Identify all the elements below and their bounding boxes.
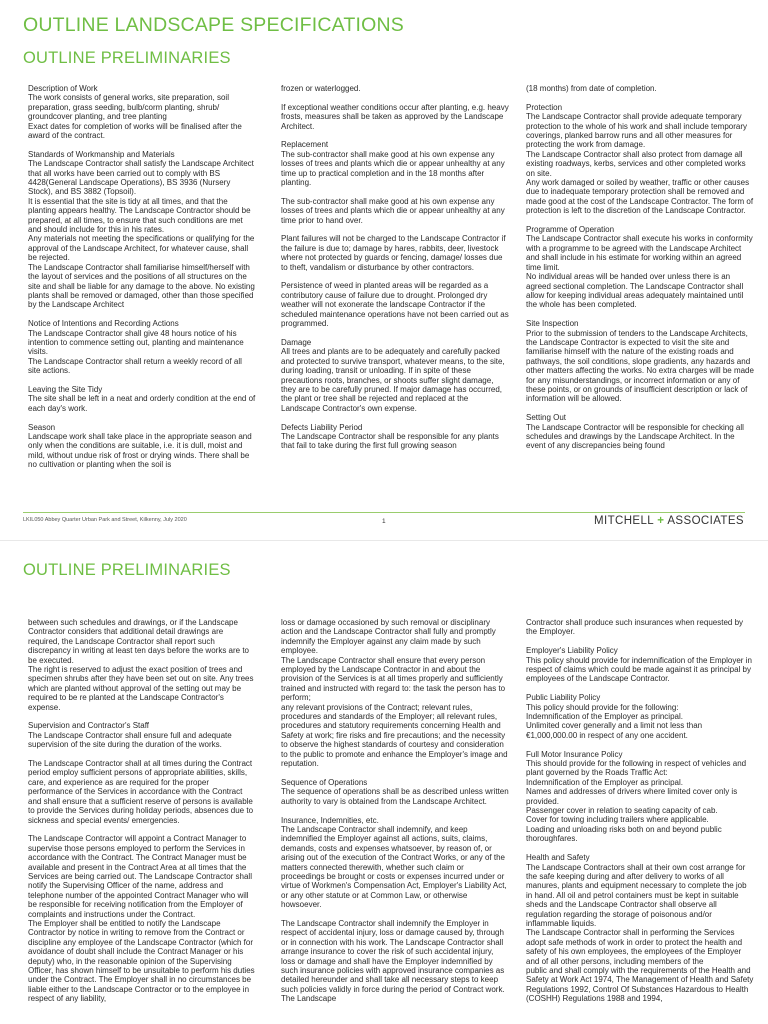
paragraph-text: Exact dates for completion of works will be finalised after the award of the contract. bbox=[28, 121, 242, 141]
paragraph-heading: Description of Work bbox=[28, 84, 98, 93]
paragraph bbox=[28, 84, 256, 140]
paragraph-heading: Leaving the Site Tidy bbox=[28, 384, 103, 394]
paragraph bbox=[28, 759, 256, 825]
paragraph bbox=[281, 140, 509, 187]
paragraph bbox=[526, 646, 754, 684]
brand-logo bbox=[594, 515, 744, 527]
paragraph bbox=[526, 319, 754, 404]
paragraph-heading: Protection bbox=[526, 102, 563, 112]
paragraph bbox=[28, 319, 256, 375]
paragraph-text: No individual areas will be handed over unless there is an agreed sectional completion. The Landscape Contractor shall allow for keeping individual areas adequately maintained until the whole has been completed. bbox=[526, 272, 744, 310]
paragraph bbox=[526, 693, 754, 740]
footer-divider bbox=[23, 512, 745, 513]
paragraph bbox=[281, 84, 509, 93]
paragraph bbox=[281, 423, 509, 451]
paragraph bbox=[526, 750, 754, 844]
paragraph bbox=[281, 618, 509, 769]
paragraph-heading: Public Liability Policy bbox=[526, 693, 601, 703]
paragraph-text: The Landscape Contractor shall ensure full and adequate supervision of the site during the duration of the works. bbox=[28, 730, 232, 750]
paragraph bbox=[28, 721, 256, 749]
paragraph-heading: Site Inspection bbox=[526, 319, 579, 329]
paragraph bbox=[281, 816, 509, 910]
paragraph-text: The Landscape Contractor shall return a weekly record of all site actions. bbox=[28, 356, 242, 376]
text-column-1 bbox=[28, 84, 256, 510]
paragraph bbox=[281, 778, 509, 806]
paragraph bbox=[28, 618, 256, 712]
text-column-3 bbox=[526, 84, 754, 510]
paragraph-text: The Landscape Contractor shall indemnify, and keep indemnified the Employer against all actions, suits, claims, demands, costs and expenses whatsoever, by reason of, or arising out of the execution of the Contract Works, or any of the matters connected therewith, whether such claim or proceedings be brought or costs or expenses incurred under or virtue of Workmen's Compensation Act, Employer's Liability Act, or any other statute or at Common Law, or otherwise howsoever. bbox=[281, 824, 507, 910]
paragraph-text: Contractor shall produce such insurances when requested by the Employer. bbox=[526, 618, 744, 637]
paragraph-text: The Landscape Contractor shall familiarise himself/herself with the layout of services and the positions of all structures on the site and shall be liable for any damage to the above. No existing plants shall be removed or damaged, other than those specified by the Landscape Architect bbox=[28, 262, 255, 310]
document-title: OUTLINE LANDSCAPE SPECIFICATIONS bbox=[23, 14, 404, 36]
paragraph-text: any relevant provisions of the Contract; relevant rules, procedures and standards of the Employer; all relevant rules, procedures and statutory requirements concerning Health and Safety at work; fire risks and fire precautions; and the necessity to observe the highest standards of courtesy and consideration to the public to promote and enhance the Employer's image and reputation. bbox=[281, 702, 508, 769]
paragraph-text: The Landscape Contractor shall also protect from damage all existing roadways, kerbs, services and other completed works on site. bbox=[526, 149, 746, 178]
paragraph-text: This should provide for the following in respect of vehicles and plant governed by the Roads Traffic Act: bbox=[526, 759, 747, 778]
text-column-3 bbox=[526, 618, 754, 1022]
paragraph-text: The Landscape Contractor shall provide adequate temporary protection to the whole of his work and shall include temporary coverings, planked barrow runs and all other measures for protecting the work from damage. bbox=[526, 112, 748, 150]
paragraph-heading: Sequence of Operations bbox=[281, 777, 368, 787]
paragraph bbox=[281, 197, 509, 225]
section-title: OUTLINE PRELIMINARIES bbox=[23, 561, 231, 579]
paragraph bbox=[281, 103, 509, 131]
paragraph-text: The sub-contractor shall make good at his own expense any losses of trees and plants which die or appear unhealthy at any time up to practical completion and in the 18 months after planting. bbox=[281, 149, 505, 188]
paragraph-heading: Employer's Liability Policy bbox=[526, 646, 618, 656]
text-column-1 bbox=[28, 618, 256, 1022]
paragraph-heading: Damage bbox=[281, 337, 312, 347]
paragraph bbox=[526, 84, 754, 93]
paragraph-text: The Employer shall be entitled to notify the Landscape Contractor by notice in writing to remove from the Contract or discipline any employee of the Landscape Contractor (which for avoidance of doubt shall include the Contract Manager or his deputy) who, in the reasonable opinion of the Supervising Officer, has shown himself to be unsuitable to perform his duties under the Contract. The Employer shall in no circumstances be liable either to the Landscape Contractor or to the employee in respect of any liability, bbox=[28, 918, 255, 1004]
paragraph bbox=[28, 385, 256, 413]
paragraph-text: The Landscape Contractor shall ensure that every person employed by the Landscape Contractor in and about the provision of the Services is at all times properly and sufficiently trained and instructed with regard to: the task the person has to perform; bbox=[281, 655, 506, 703]
paragraph-heading: Notice of Intentions and Recording Actions bbox=[28, 319, 179, 329]
paragraph bbox=[281, 234, 509, 272]
paragraph-text: Prior to the submission of tenders to the Landscape Architects, the Landscape Contractor is expected to visit the site and familiarise himself with the nature of the existing roads and pathways, the soil conditions, slope gradients, any hazards and other matters affecting the works. No extra charges will be made for any misunderstandings, or incorrect information or any of these points, or on grounds of insufficient description or lack of information will be allowed. bbox=[526, 328, 754, 404]
paragraph-text: Any materials not meeting the specifications or qualifying for the approval of the Landscape Architect, for whatever cause, shall be rejected. bbox=[28, 234, 255, 263]
paragraph-text: The sub-contractor shall make good at his own expense any losses of trees and plants which die or appear unhealthy at any time prior to hand over. bbox=[281, 196, 505, 225]
paragraph-heading: Supervision and Contractor's Staff bbox=[28, 721, 149, 731]
paragraph-text: It is essential that the site is tidy at all times, and that the planting appears healthy. The Landscape Contractor should be prepared, at all times, to ensure that such conditions are met and should include for this in his rates. bbox=[28, 196, 251, 235]
brand-name-left: MITCHELL bbox=[594, 515, 654, 527]
paragraph-text: The Landscape Contractor shall satisfy the Landscape Architect that all works have been carried out to comply with BS 4428(General Landscape Operations), BS 3936 (Nursery Stock), and BS 3882 (Topsoil). bbox=[28, 159, 254, 197]
paragraph bbox=[526, 618, 754, 637]
paragraph-text: Persistence of weed in planted areas will be regarded as a contributory cause of failure due to drought. Prolonged dry weather will not exonerate the landscape Contractor if the scheduled maintenance operations have not been carried out as programmed. bbox=[281, 281, 509, 329]
paragraph-text: Loading and unloading risks both on and beyond public thoroughfares. bbox=[526, 824, 722, 844]
paragraph-text: The work consists of general works, site preparation, soil preparation, grass seeding, bulb/corm planting, shrub/ groundcover planting, and tree planting bbox=[28, 93, 229, 122]
paragraph bbox=[28, 834, 256, 1003]
paragraph-heading: Replacement bbox=[281, 140, 329, 150]
paragraph-text: The Landscape Contractor shall execute his works in conformity with a programme to be agreed with the Landscape Architect and shall include in his estimate for working within an agreed time limit. bbox=[526, 234, 753, 272]
paragraph bbox=[281, 338, 509, 413]
paragraph-text: This policy should provide for the following: bbox=[526, 702, 679, 712]
paragraph-text: The Landscape Contractor shall in performing the Services adopt safe methods of work in order to protect the health and safety of his own employees, the employees of the Employer and of all other persons, including members of the bbox=[526, 928, 743, 966]
paragraph-text: Unlimited cover generally and a limit not less than €1,000,000.00 in respect of any one accident. bbox=[526, 721, 703, 740]
paragraph-text: The Landscape Contractor shall indemnify the Employer in respect of accidental injury, loss or damage caused by, through or in connection with his work. The Landscape Contractor shall arrange insurance to cover the risk of such accidental injury, loss or damage and shall have the Employer indemnified by such insurance policies with approved insurance companies as detailed hereunder and shall take all necessary steps to keep such policies validly in force during the period of Contract work. The Landscape bbox=[281, 918, 505, 1004]
text-column-2 bbox=[281, 618, 509, 1022]
brand-plus-icon: + bbox=[657, 515, 665, 527]
paragraph-text: between such schedules and drawings, or if the Landscape Contractor considers that additional detail drawings are required, the Landscape Contractor shall report such discrepancy in writing at least ten days before the works are to be executed. bbox=[28, 618, 249, 665]
paragraph-text: Any work damaged or soiled by weather, traffic or other causes due to inadequate temporary protection shall be removed and made good at the cost of the Landscape Contractor. The form of protection is left to the discretion of the Landscape Contractor. bbox=[526, 178, 754, 216]
paragraph-text: (18 months) from date of completion. bbox=[526, 84, 657, 93]
brand-name-right: ASSOCIATES bbox=[667, 515, 744, 527]
paragraph-text: All trees and plants are to be adequately and carefully packed and protected to survive transport, whatever means, to the site, during loading, transit or unloading. If in spite of these precautions roots, branches, or shoots suffer slight damage, they are to be carefully pruned. If major damage has occurred, the plant or tree shall be rejected and replaced at the Landscape Contractor's own expense. bbox=[281, 347, 505, 413]
paragraph-text: The Landscape Contractor will appoint a Contract Manager to supervise those persons employed to perform the Services in accordance with the Contract. The Contract Manager must be available and present in the Contract Area at all times that the Services are being carried out. The Landscape Contractor shall notify the Supervising Officer of the name, address and telephone number of the appointed Contract Manager who will be responsible for receiving notification from the Employer of complaints and instructions under the Contract. bbox=[28, 834, 252, 919]
paragraph-text: frozen or waterlogged. bbox=[281, 84, 361, 93]
paragraph-heading: Standards of Workmanship and Materials bbox=[28, 149, 175, 159]
text-column-2 bbox=[281, 84, 509, 510]
paragraph-text: If exceptional weather conditions occur after planting, e.g. heavy frosts, measures shall be taken as approved by the Landscape Architect. bbox=[281, 102, 509, 131]
paragraph-heading: Insurance, Indemnities, etc. bbox=[281, 815, 379, 825]
paragraph-heading: Health and Safety bbox=[526, 853, 590, 863]
footer-project-reference: LKIL050 Abbey Quarter Urban Park and Street, Kilkenny, July 2020 bbox=[23, 517, 187, 523]
paragraph-heading: Defects Liability Period bbox=[281, 422, 363, 432]
paragraph bbox=[28, 423, 256, 470]
paragraph bbox=[28, 150, 256, 310]
paragraph-heading: Programme of Operation bbox=[526, 225, 615, 235]
paragraph-text: The Landscape Contractor will be responsible for checking all schedules and drawings by the Landscape Architect. In the event of any discrepancies being found bbox=[526, 422, 744, 451]
paragraph-text: The Landscape Contractor shall at all times during the Contract period employ sufficient persons of appropriate abilities, skills, care, and experience as are required for the proper performance of the Services in accordance with the Contract and shall ensure that a sufficient reserve of persons is available to provide the Services during holiday periods, absences due to sickness and special events/ emergencies. bbox=[28, 759, 254, 825]
paragraph bbox=[526, 853, 754, 1004]
paragraph-text: loss or damage occasioned by such removal or disciplinary action and the Landscape Contractor shall fully and promptly indemnify the Employer against any claim made by such employee. bbox=[281, 618, 496, 656]
document-page-2 bbox=[0, 540, 768, 1024]
paragraph-text: The right is reserved to adjust the exact position of trees and specimen shrubs after they have been set out on site. Any trees which are planted without approval of the setting out may be required to be re planted at the Landscape Contractor's expense. bbox=[28, 665, 254, 712]
page-number: 1 bbox=[382, 518, 386, 525]
paragraph-text: Indemnification of the Employer as principal. bbox=[526, 712, 683, 722]
paragraph-text: Passenger cover in relation to seating capacity of cab. bbox=[526, 806, 718, 816]
paragraph-text: The Landscape Contractor shall be responsible for any plants that fail to take during the first full growing season bbox=[281, 431, 499, 451]
paragraph-text: Cover for towing including trailers where applicable. bbox=[526, 815, 709, 825]
paragraph bbox=[281, 919, 509, 1004]
paragraph-text: This policy should provide for indemnification of the Employer in respect of claims which could be made against it as principal by employees of the Landscape Contractor. bbox=[526, 655, 752, 684]
paragraph bbox=[526, 413, 754, 451]
section-title: OUTLINE PRELIMINARIES bbox=[23, 49, 231, 67]
paragraph-text: The Landscape Contractor shall give 48 hours notice of his intention to commence setting out, planting and maintenance visits. bbox=[28, 328, 244, 357]
paragraph-heading: Setting Out bbox=[526, 413, 567, 423]
paragraph-text: The Landscape Contractors shall at their own cost arrange for the safe keeping during and after delivery to works of all manures, plants and equipment necessary to complete the job in hand. All oil and petrol containers must be kept in suitable sheds and the Landscape Contractor shall observe all regulation regarding the storage of poisonous and/or inflammable liquids. bbox=[526, 862, 747, 928]
paragraph bbox=[526, 103, 754, 216]
paragraph-text: Plant failures will not be charged to the Landscape Contractor if the failure is due to; damage by hares, rabbits, deer, livestock where not protected by guards or fencing, damage/ losses due to theft, vandalism or disturbance by other contractors. bbox=[281, 234, 506, 272]
paragraph-heading: Season bbox=[28, 422, 56, 432]
paragraph-text: Indemnification of the Employer as principal. bbox=[526, 777, 683, 787]
paragraph-heading: Full Motor Insurance Policy bbox=[526, 749, 623, 759]
paragraph-text: Names and addresses of drivers where limited cover only is provided. bbox=[526, 787, 738, 806]
paragraph-text: The sequence of operations shall be as described unless written authority to vary is obtained from the Landscape Architect. bbox=[281, 787, 509, 806]
paragraph-text: Landscape work shall take place in the appropriate season and only when the conditions are suitable, i.e. it is dull, moist and mild, without undue risk of frost or drying winds. There shall be no cultivation or planting when the soil is bbox=[28, 431, 252, 470]
paragraph-text: The site shall be left in a neat and orderly condition at the end of each day's work. bbox=[28, 394, 256, 413]
paragraph bbox=[526, 225, 754, 310]
paragraph bbox=[281, 281, 509, 328]
paragraph-text: public and shall comply with the requirements of the Health and Safety at Work Act 1974, The Management of Health and Safety Regulations 1992, Control Of Substances Hazardous to Health (COSHH) Regulations 1988 and 1994, bbox=[526, 965, 754, 1004]
